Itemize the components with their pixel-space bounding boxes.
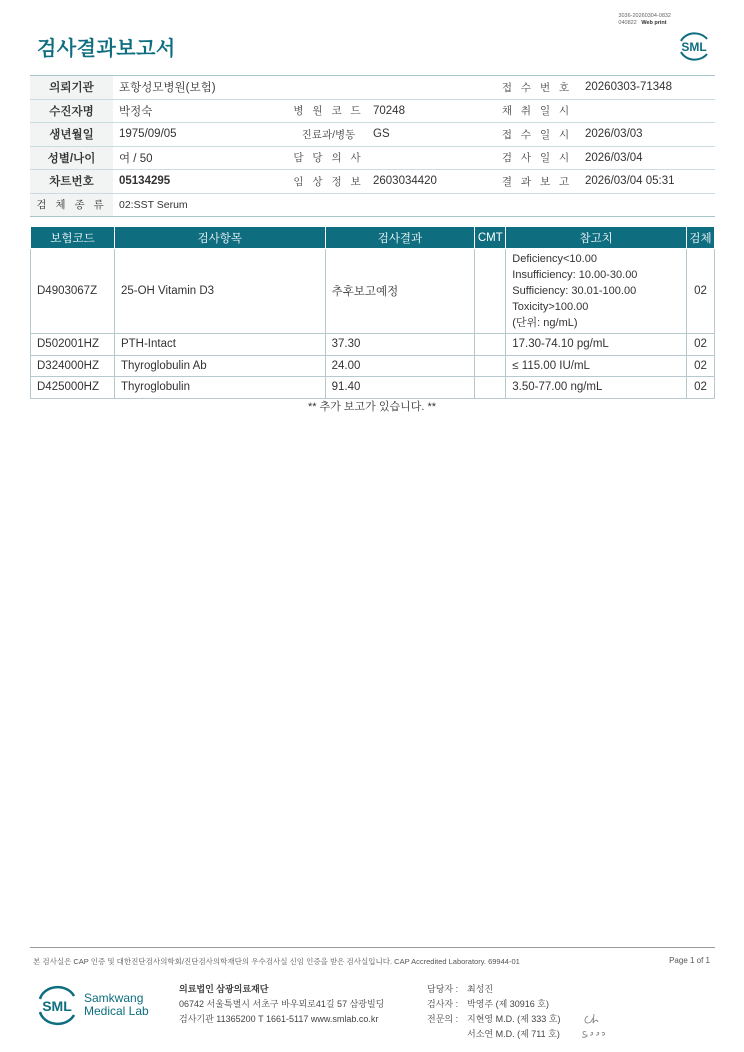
staff-info: [427, 982, 560, 1042]
receipt-date-label: 접 수 일 시: [495, 123, 579, 147]
reference-line: Sufficiency: 30.01-100.00: [512, 285, 637, 297]
tester-label: 검사자 :: [427, 999, 459, 1009]
specialist-row: [427, 1012, 560, 1027]
row-result: 37.30: [325, 334, 475, 356]
row-specimen: 02: [687, 355, 715, 377]
print-meta: [618, 13, 671, 27]
row-code: D425000HZ: [31, 377, 115, 399]
row-specimen: 02: [687, 377, 715, 399]
header-result: 검사결과: [325, 227, 475, 249]
dept-value: GS: [367, 123, 495, 147]
request-org-value: 포항성모병원(보험): [113, 76, 495, 100]
row-item: 25-OH Vitamin D3: [114, 249, 325, 334]
row-reference: 17.30-74.10 pg/mL: [506, 334, 687, 356]
org-address: 06742 서울특별시 서초구 바우뫼로41길 57 삼광빌딩: [179, 999, 385, 1009]
samkwang-logo-icon: [36, 982, 156, 1026]
row-result: 24.00: [325, 355, 475, 377]
test-date-value: 2026/03/04: [579, 146, 715, 170]
row-cmt: [475, 377, 506, 399]
tester-value: 박영주 (제 30916 호): [467, 999, 549, 1009]
sml-logo-icon: [675, 27, 713, 63]
additional-report-note: ** 추가 보고가 있습니다. **: [307, 401, 437, 413]
tester-row: [427, 997, 560, 1012]
row-specimen: 02: [687, 249, 715, 334]
report-label: 결 과 보 고: [495, 170, 579, 194]
row-result: 추후보고예정: [325, 249, 475, 334]
row-code: D502001HZ: [31, 334, 115, 356]
row-code: D4903067Z: [31, 249, 115, 334]
svg-text:SML: SML: [42, 998, 72, 1014]
specialist-value-2: 서소연 M.D. (제 711 호): [467, 1029, 560, 1039]
dob-value: 1975/09/05: [113, 123, 290, 147]
results-table: [30, 226, 715, 399]
row-cmt: [475, 334, 506, 356]
specialist-value-1: 지현영 M.D. (제 333 호): [467, 1014, 561, 1024]
collect-date-label: 채 취 일 시: [495, 99, 579, 123]
report-value: 2026/03/04 05:31: [579, 170, 715, 194]
info-row: [30, 193, 715, 216]
row-cmt: [475, 355, 506, 377]
reference-line: (단위: ng/mL): [512, 317, 578, 329]
reference-line: Insufficiency: 10.00-30.00: [512, 269, 638, 281]
organization-info: [179, 982, 384, 1027]
svg-text:Medical Lab: Medical Lab: [84, 1004, 149, 1018]
patient-info-table: [30, 75, 715, 217]
test-date-label: 검 사 일 시: [495, 146, 579, 170]
row-specimen: 02: [687, 334, 715, 356]
clinical-label: 임 상 정 보: [290, 170, 367, 194]
row-item: PTH-Intact: [114, 334, 325, 356]
row-reference: [506, 249, 687, 334]
clinical-value: 2603034420: [367, 170, 495, 194]
accreditation-notice: 본 검사실은 CAP 인증 및 대한진단검사의학회/진단검사의학재단의 우수검사실 신임 인증을 받은 검사실입니다. CAP Accredited Laboratory. 69944-01: [33, 957, 520, 966]
reference-line: Deficiency<10.00: [512, 253, 597, 265]
chart-no-label: 차트번호: [30, 170, 113, 194]
table-row: [31, 355, 715, 377]
row-result: 91.40: [325, 377, 475, 399]
manager-row: [427, 982, 560, 997]
svg-text:SML: SML: [681, 40, 707, 54]
row-item: Thyroglobulin: [114, 377, 325, 399]
info-row: [30, 99, 715, 123]
hospital-code-label: 병 원 코 드: [290, 99, 367, 123]
specialist-label: 전문의 :: [427, 1014, 459, 1024]
info-row: [30, 146, 715, 170]
receipt-no-value: 20260303-71348: [579, 76, 715, 100]
row-reference: ≤ 115.00 IU/mL: [506, 355, 687, 377]
org-name: 의료법인 삼광의료재단: [179, 984, 269, 994]
header-code: 보험코드: [31, 227, 115, 249]
row-cmt: [475, 249, 506, 334]
receipt-no-label: 접 수 번 호: [495, 76, 579, 100]
table-row: [31, 249, 715, 334]
sex-age-value: 여 / 50: [113, 146, 290, 170]
reference-line: Toxicity>100.00: [512, 301, 589, 313]
doctor-value: [367, 146, 495, 170]
row-item: Thyroglobulin Ab: [114, 355, 325, 377]
info-row: [30, 76, 715, 100]
specimen-value: 02:SST Serum: [113, 193, 715, 216]
row-reference: 3.50-77.00 ng/mL: [506, 377, 687, 399]
sex-age-label: 성별/나이: [30, 146, 113, 170]
header-specimen: 검체: [687, 227, 715, 249]
svg-text:Samkwang: Samkwang: [84, 991, 144, 1005]
dob-label: 생년월일: [30, 123, 113, 147]
row-code: D324000HZ: [31, 355, 115, 377]
collect-date-value: [579, 99, 715, 123]
specialist-row-2: [427, 1027, 560, 1042]
receipt-date-value: 2026/03/03: [579, 123, 715, 147]
page-title: 검사결과보고서: [37, 38, 176, 60]
manager-label: 담당자 :: [427, 984, 459, 994]
table-row: [31, 334, 715, 356]
signature-icon: [578, 1008, 612, 1040]
request-org-label: 의뢰기관: [30, 76, 113, 100]
footer-divider: [30, 947, 715, 948]
results-header: [31, 227, 715, 249]
info-row: [30, 170, 715, 194]
dept-label: 진료과/병동: [290, 123, 367, 147]
org-contact: 검사기관 11365200 T 1661-5117 www.smlab.co.kr: [179, 1014, 379, 1024]
table-row: [31, 377, 715, 399]
manager-value: 최성진: [467, 984, 494, 994]
hospital-code-value: 70248: [367, 99, 495, 123]
name-label: 수진자명: [30, 99, 113, 123]
print-id: 3036-20260304-0832: [618, 13, 671, 19]
page-number: Page 1 of 1: [669, 956, 710, 965]
print-mode: 040822 Web print: [618, 20, 667, 26]
specimen-label: 검 체 종 류: [30, 193, 113, 216]
doctor-label: 담 당 의 사: [290, 146, 367, 170]
header-reference: 참고치: [506, 227, 687, 249]
header-cmt: CMT: [475, 227, 506, 249]
name-value: 박정숙: [113, 99, 290, 123]
info-row: [30, 123, 715, 147]
header-item: 검사항목: [114, 227, 325, 249]
chart-no-value: 05134295: [113, 170, 290, 194]
